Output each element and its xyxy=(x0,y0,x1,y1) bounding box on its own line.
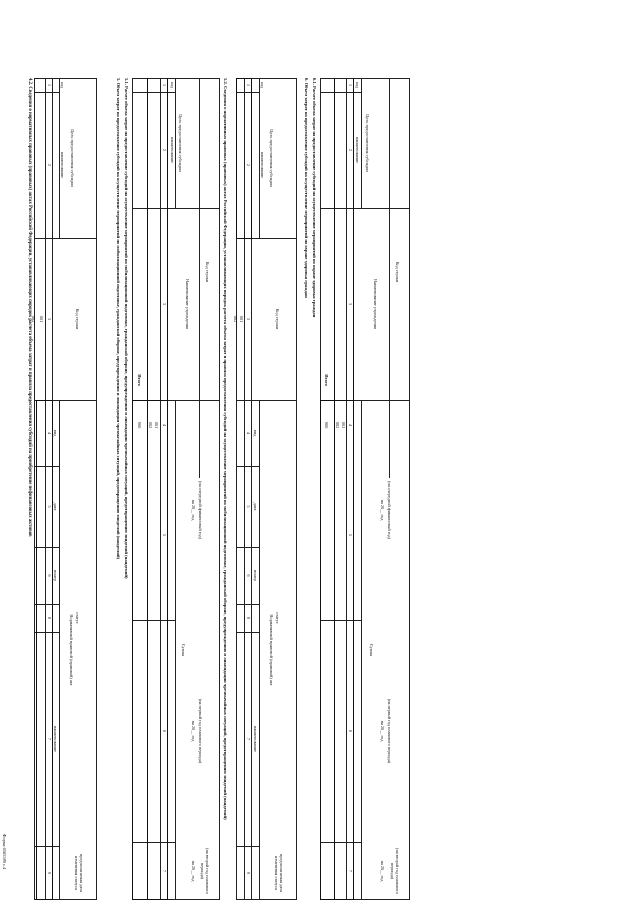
col-num: 3 xyxy=(162,302,167,306)
col-num: 1 xyxy=(47,83,52,87)
year3-sub: (на второй год планового периода) xyxy=(200,848,210,894)
row-code-total: 900 xyxy=(324,421,329,429)
row-code: 001 xyxy=(154,421,159,429)
year1-sub: (на очередной финансовый год) xyxy=(387,480,392,540)
naim-header: наименование xyxy=(60,152,65,178)
itogo-label: Итого xyxy=(324,374,329,386)
kod-stroki-header: Код строки xyxy=(275,308,280,330)
pred-header: предполагаемая дата изменения статуса xyxy=(274,854,284,892)
section-5-heading: 5. Объем затрат на предоставление субсидий на осуществление мероприятий по мобилизационной подготовке, гражданской обороне, предупреждению и ликвидации чрезвычайных ситуаций, предотвращению эпидемий (пандемий) xyxy=(116,78,121,560)
year3-sub: (на второй год планового периода) xyxy=(390,848,400,894)
col-num: 3 xyxy=(348,302,353,306)
kod-stroki-header: Код строки xyxy=(205,261,210,283)
col-num: 5 xyxy=(162,533,167,537)
section-5-1-heading: 5.1. Расчет объема затрат на предоставление субсидий на осуществление мероприятий по мобилизационной подготовке, гражданской обороне, предупреждению и ликвидации чрезвычайных ситуаций, предотвращению эпидемий (пандемий) xyxy=(124,78,129,579)
naim-header: наименование xyxy=(260,152,265,178)
uchr-header: Наименование учреждения xyxy=(373,279,378,329)
col-num: 4 xyxy=(348,423,353,427)
kod-stroki-header: Код строки xyxy=(75,308,80,330)
row-code: 001 xyxy=(341,421,346,429)
col-num: 6 xyxy=(246,574,251,577)
pred-header: предполагаемая дата изменения статуса xyxy=(74,854,84,892)
col-num: 6 xyxy=(47,574,52,577)
row-code: 001 xyxy=(239,315,244,323)
naim2-header: наименование xyxy=(53,726,58,752)
goal-header: Цель предоставления субсидии xyxy=(178,114,183,172)
col-num: 2 xyxy=(162,148,167,152)
row-code-total: 900 xyxy=(137,421,142,429)
uchr-header: Наименование учреждения xyxy=(185,279,190,329)
year1-sub: (на очередной финансовый год) xyxy=(198,480,203,540)
section-4-2-heading: 4.2. Сведения о нормативных правовых (правовых) актах Российской Федерации, устанавливающих порядок расчета объема затрат и правила предоставления субсидий на приобретение нефинансовых активов xyxy=(27,78,32,537)
npa-header: Нормативный правовой (правовой) акт xyxy=(269,614,274,686)
goal-header: Цель предоставления субсидии xyxy=(365,114,370,172)
year3-label: на 20__ год xyxy=(191,860,196,882)
itogo-label: Итого xyxy=(137,374,142,386)
col-num: 6 xyxy=(348,729,353,733)
col-num: 5 xyxy=(348,533,353,537)
data-header: дата xyxy=(253,502,258,511)
col-num: 5 xyxy=(246,505,251,508)
summa-header: Сумма xyxy=(181,643,186,657)
year1-label: на 20__ год xyxy=(191,499,196,521)
year2-sub: (на первый год планового периода) xyxy=(198,698,203,764)
col-num: 5 xyxy=(47,505,52,508)
npa-header: Нормативный правовой (правовой) акт xyxy=(69,614,74,686)
year3-label: на 20__ год xyxy=(380,860,385,882)
col-num: 1 xyxy=(348,83,353,87)
year2-label: на 20__ год xyxy=(380,720,385,742)
row-code: 001 xyxy=(39,315,44,323)
naim-header: наименование xyxy=(355,137,360,163)
col-num: 7 xyxy=(47,737,52,741)
kod-header: код xyxy=(355,81,360,89)
status-header: статус xyxy=(275,612,280,624)
col-num: 7 xyxy=(246,737,251,741)
col-num: 4 xyxy=(162,423,167,427)
row-code: 002 xyxy=(335,421,340,429)
col-num: 8 xyxy=(47,616,52,620)
row-code: 002 xyxy=(148,421,153,429)
status-header: статус xyxy=(75,612,80,624)
col-num: 7 xyxy=(348,869,353,873)
vid-header: вид xyxy=(53,429,58,437)
col-num: 4 xyxy=(246,431,251,435)
naim2-header: наименование xyxy=(253,726,258,752)
row-code: 002 xyxy=(233,315,238,323)
year2-sub: (на первый год планового периода) xyxy=(387,698,392,764)
row-code: 002 xyxy=(31,315,36,323)
col-num: 3 xyxy=(47,317,52,321)
summa-header: Сумма xyxy=(369,643,374,657)
col-num: 2 xyxy=(348,148,353,152)
col-num: 1 xyxy=(162,83,167,87)
goal-header: Цель предоставления субсидии xyxy=(70,129,75,187)
nomer-header: номер xyxy=(253,569,258,582)
kod-header: код xyxy=(170,81,175,89)
nomer-header: номер xyxy=(53,569,58,582)
section-5-2-heading: 5.2. Сведения о нормативных правовых (правовых) актах Российской Федерации, устанавливающих порядок расчета объема затрат и правила предоставления субсидий на осуществление мероприятий по мобилизационной подготовке, гражданской обороне, предупреждению и ликвидации чрезвычайных ситуаций, предотвращению эпидемий (пандемий) xyxy=(223,78,228,820)
col-num: 3 xyxy=(246,317,251,321)
vid-header: вид xyxy=(253,429,258,437)
col-num: 4 xyxy=(47,431,52,435)
col-num: 9 xyxy=(246,871,251,875)
goal-header: Цель предоставления субсидии xyxy=(269,129,274,187)
year2-label: на 20__ год xyxy=(191,720,196,742)
kod-stroki-header: Код строки xyxy=(395,261,400,283)
kod-header: код xyxy=(60,81,65,89)
col-num: 2 xyxy=(47,163,52,167)
section-6-1-heading: 6.1. Расчет объема затрат на предоставление субсидий на осуществление мероприятий по охране здоровья граждан xyxy=(312,78,317,318)
col-num: 2 xyxy=(246,163,251,167)
col-num: 6 xyxy=(162,729,167,733)
col-num: 1 xyxy=(246,83,251,87)
col-num: 8 xyxy=(246,616,251,620)
section-6-heading: 6. Объем затрат на предоставление субсидий на осуществление мероприятий по охране здоровья граждан xyxy=(304,78,309,298)
form-code: Форма 0505589 с.4 xyxy=(2,834,7,870)
col-num: 7 xyxy=(162,869,167,873)
data-header: дата xyxy=(53,502,58,511)
kod-header: код xyxy=(260,81,265,89)
naim-header: наименование xyxy=(170,137,175,163)
col-num: 9 xyxy=(47,871,52,875)
year1-label: на 20__ год xyxy=(380,499,385,521)
